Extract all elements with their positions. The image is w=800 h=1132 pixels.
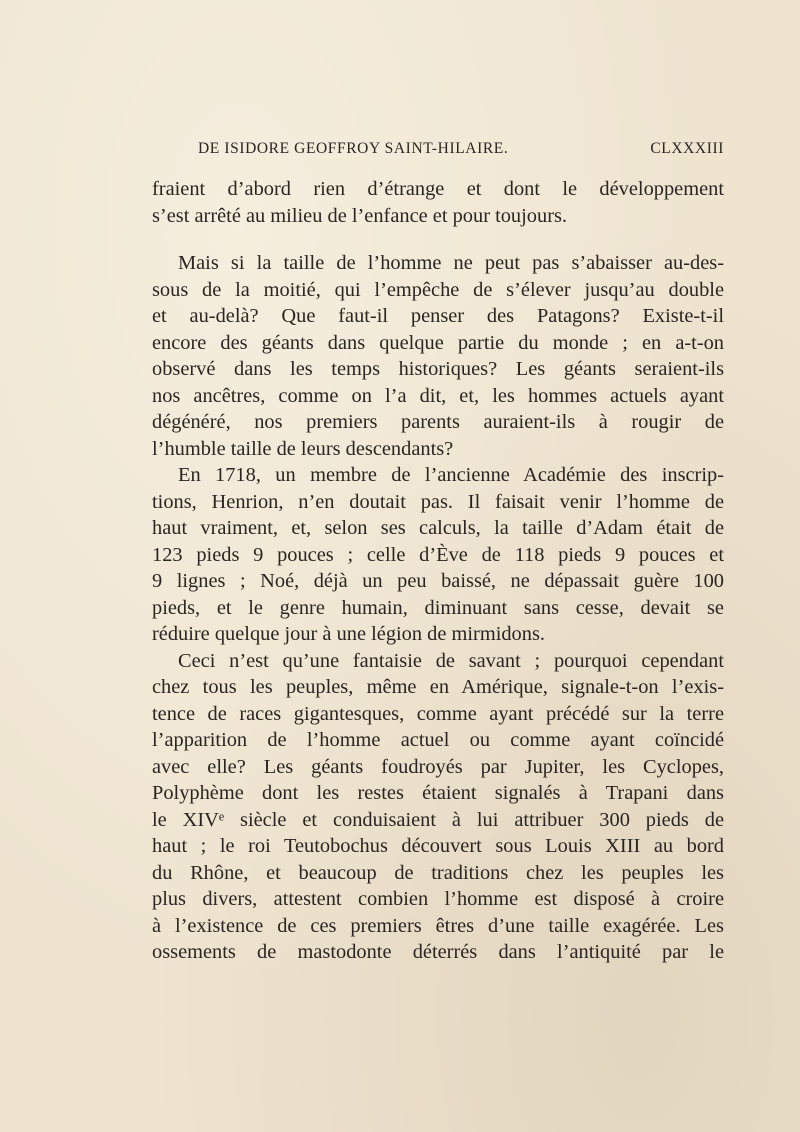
text-line: l’apparition de l’homme actuel ou comme ayant coïncidé [152,729,724,751]
text-line: chez tous les peuples, même en Amérique, signale-t-on l’exis- [152,676,724,698]
text-line: du Rhône, et beaucoup de traditions chez les peuples les [152,861,724,884]
body-text [152,176,724,966]
text-line: haut vraiment, et, selon ses calculs, la taille d’Adam était de [152,517,724,539]
text-line: pieds, et le genre humain, diminuant sans cesse, devait se [152,596,724,619]
text-line: encore des géants dans quelque partie du monde ; en a-t-on [152,331,724,354]
text-line: fraient d’abord rien d’étrange et dont le développement [152,178,724,200]
text-line: réduire quelque jour à une légion de mirmidons. [152,623,545,645]
text-line: En 1718, un membre de l’ancienne Académie des inscrip- [178,464,724,486]
text-line: avec elle? Les géants foudroyés par Jupiter, les Cyclopes, [152,755,724,778]
text-line: ossements de mastodonte déterrés dans l’antiquité par le [152,941,724,963]
text-line: observé dans les temps historiques? Les géants seraient-ils [152,358,724,380]
text-line: tence de races gigantesques, comme ayant précédé sur la terre [152,702,724,725]
text-line: à l’existence de ces premiers êtres d’une taille exagérée. Les [152,914,724,937]
text-line: plus divers, attestent combien l’homme est disposé à croire [152,888,724,910]
page-number: CLXXXIII [650,140,724,157]
text-line: haut ; le roi Teutobochus découvert sous Louis XIII au bord [152,835,724,857]
text-line: tions, Henrion, n’en doutait pas. Il faisait venir l’homme de [152,490,724,513]
text-line: sous de la moitié, qui l’empêche de s’élever jusqu’au double [152,278,724,301]
text-line: dégénéré, nos premiers parents auraient-ils à rougir de [152,411,724,433]
text-line: l’humble taille de leurs descendants? [152,437,454,460]
page-header [184,140,724,164]
running-head: DE ISIDORE GEOFFROY SAINT-HILAIRE. [198,140,509,157]
text-line: Ceci n’est qu’une fantaisie de savant ; pourquoi cependant [178,649,724,672]
text-line: nos ancêtres, comme on l’a dit, et, les hommes actuels ayant [152,384,724,407]
text-line: Mais si la taille de l’homme ne peut pas s’abaisser au-des- [178,252,724,274]
paragraph-gap [152,229,724,250]
text-line: Polyphème dont les restes étaient signalés à Trapani dans [152,782,724,804]
text-line: s’est arrêté au milieu de l’enfance et pour toujours. [152,204,568,227]
text-line: le XIVᵉ siècle et conduisaient à lui attribuer 300 pieds de [152,808,724,831]
text-line: 9 lignes ; Noé, déjà un peu baissé, ne dépassait guère 100 [152,570,724,592]
text-line: et au-delà? Que faut-il penser des Patagons? Existe-t-il [152,305,724,327]
text-line: 123 pieds 9 pouces ; celle d’Ève de 118 pieds 9 pouces et [152,543,724,566]
